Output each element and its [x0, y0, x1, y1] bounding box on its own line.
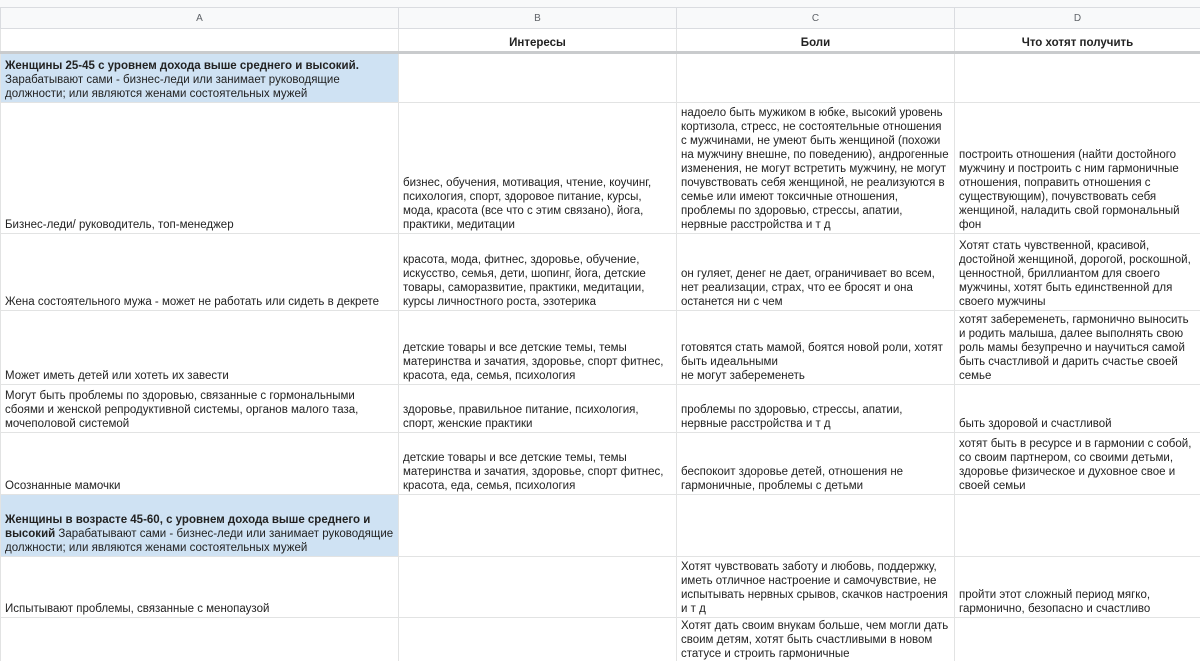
table-row: [1, 433, 1200, 495]
segment-title: Женщины 25-45 с уровнем дохода выше среднего и высокий.: [5, 60, 359, 72]
table-row: [1, 618, 1200, 661]
table-row: [1, 234, 1200, 311]
cell-interests[interactable]: [399, 53, 677, 103]
segment-title: Женщины в возрасте 45-60, с уровнем дохода выше среднего и высокий: [5, 514, 371, 540]
cell-wants[interactable]: хотят забеременеть, гармонично выносить и родить малыша, далее выполнять свою роль мамы безупречно и научиться самой быть счастливой и дарить счастье своей семье: [955, 311, 1200, 385]
column-header-d[interactable]: D: [955, 8, 1200, 29]
cell-header-wants[interactable]: Что хотят получить: [955, 29, 1200, 53]
table-row: [1, 495, 1200, 557]
cell-interests[interactable]: здоровье, правильное питание, психология, спорт, женские практики: [399, 385, 677, 433]
cell-pains[interactable]: он гуляет, денег не дает, ограничивает во всем, нет реализации, страх, что ее бросят и она останется ни с чем: [677, 234, 955, 311]
cell-segment[interactable]: Бизнес-леди/ руководитель, топ-менеджер: [1, 103, 399, 234]
cell-wants[interactable]: пройти этот сложный период мягко, гармонично, безопасно и счастливо: [955, 557, 1200, 618]
table-row: [1, 103, 1200, 234]
cell-pains[interactable]: надоело быть мужиком в юбке, высокий уровень кортизола, стресс, не состоятельные отношения с мужчинами, не умеют быть женщиной (похожи на мужчину внешне, по поведению), андрогенные изменения, не могут встретить мужчину, не могут почувствовать себя женщиной, не реализуются в семье или имеют токсичные отношения, проблемы по здоровью, стрессы, апатии, нервные расстройства и т д: [677, 103, 955, 234]
cell-interests[interactable]: красота, мода, фитнес, здоровье, обучение, искусство, семья, дети, шопинг, йога, детские товары, саморазвитие, практики, медитации, курсы личностного роста, эзотерика: [399, 234, 677, 311]
table-row: [1, 53, 1200, 103]
table-row: [1, 311, 1200, 385]
column-header-row: [1, 8, 1200, 29]
table-row: [1, 385, 1200, 433]
cell-wants[interactable]: быть здоровой и счастливой: [955, 385, 1200, 433]
cell-interests[interactable]: детские товары и все детские темы, темы материнства и зачатия, здоровье, спорт фитнес, красота, еда, семья, психология: [399, 311, 677, 385]
column-header-a[interactable]: A: [1, 8, 399, 29]
column-header-c[interactable]: C: [677, 8, 955, 29]
cell-segment[interactable]: [1, 618, 399, 661]
spreadsheet-grid: [0, 7, 1200, 661]
column-header-b[interactable]: B: [399, 8, 677, 29]
cell-segment[interactable]: Могут быть проблемы по здоровью, связанные с гормональными сбоями и женской репродуктивной системы, органов малого таза, мочеполовой системой: [1, 385, 399, 433]
cell-wants[interactable]: Хотят стать чувственной, красивой, достойной женщиной, дорогой, роскошной, ценностной, бриллиантом для своего мужчины, хотят быть единственной для своего мужчины: [955, 234, 1200, 311]
segment-description: Зарабатывают сами - бизнес-леди или занимает руководящие должности; или являются женами состоятельных мужей: [5, 74, 340, 100]
cell-interests[interactable]: [399, 618, 677, 661]
cell-segment[interactable]: Осознанные мамочки: [1, 433, 399, 495]
cell-segment[interactable]: Жена состоятельного мужа - может не работать или сидеть в декрете: [1, 234, 399, 311]
cell-wants[interactable]: построить отношения (найти достойного мужчину и построить с ним гармоничные отношения, поправить отношения с существующим), почувствовать себя женщиной, наладить свой гормональный фон: [955, 103, 1200, 234]
cell-interests[interactable]: бизнес, обучения, мотивация, чтение, коучинг, психология, спорт, здоровое питание, курсы, мода, красота (все что с этим связано), йога, практики, медитации: [399, 103, 677, 234]
cell-pains[interactable]: проблемы по здоровью, стрессы, апатии, нервные расстройства и т д: [677, 385, 955, 433]
header-row: [1, 29, 1200, 53]
cell-pains[interactable]: [677, 495, 955, 557]
cell-header-a[interactable]: [1, 29, 399, 53]
cell-pains[interactable]: Хотят чувствовать заботу и любовь, поддержку, иметь отличное настроение и самочувствие, не испытывать нервных срывов, скачков настроения и т д: [677, 557, 955, 618]
cell-segment[interactable]: Может иметь детей или хотеть их завести: [1, 311, 399, 385]
cell-pains[interactable]: [677, 53, 955, 103]
cell-pains[interactable]: беспокоит здоровье детей, отношения не гармоничные, проблемы с детьми: [677, 433, 955, 495]
cell-wants[interactable]: [955, 53, 1200, 103]
segment-cell[interactable]: [1, 495, 399, 557]
cell-wants[interactable]: [955, 495, 1200, 557]
cell-wants[interactable]: [955, 618, 1200, 661]
cell-header-interests[interactable]: Интересы: [399, 29, 677, 53]
segment-description: Зарабатывают сами - бизнес-леди или занимает руководящие должности; или являются женами состоятельных мужей: [5, 528, 394, 554]
cell-wants[interactable]: хотят быть в ресурсе и в гармонии с собой, со своим партнером, со своими детьми, здоровье физическое и духовное свое и своей семьи: [955, 433, 1200, 495]
table-row: [1, 557, 1200, 618]
cell-header-pains[interactable]: Боли: [677, 29, 955, 53]
cell-interests[interactable]: [399, 495, 677, 557]
cell-interests[interactable]: [399, 557, 677, 618]
cell-interests[interactable]: детские товары и все детские темы, темы материнства и зачатия, здоровье, спорт фитнес, красота, еда, семья, психология: [399, 433, 677, 495]
cell-pains[interactable]: готовятся стать мамой, боятся новой роли, хотят быть идеальными не могут забеременеть: [677, 311, 955, 385]
cell-segment[interactable]: Испытывают проблемы, связанные с менопаузой: [1, 557, 399, 618]
cell-pains[interactable]: Хотят дать своим внукам больше, чем могли дать своим детям, хотят быть счастливыми в новом статусе и строить гармоничные: [677, 618, 955, 661]
segment-cell[interactable]: [1, 53, 399, 103]
